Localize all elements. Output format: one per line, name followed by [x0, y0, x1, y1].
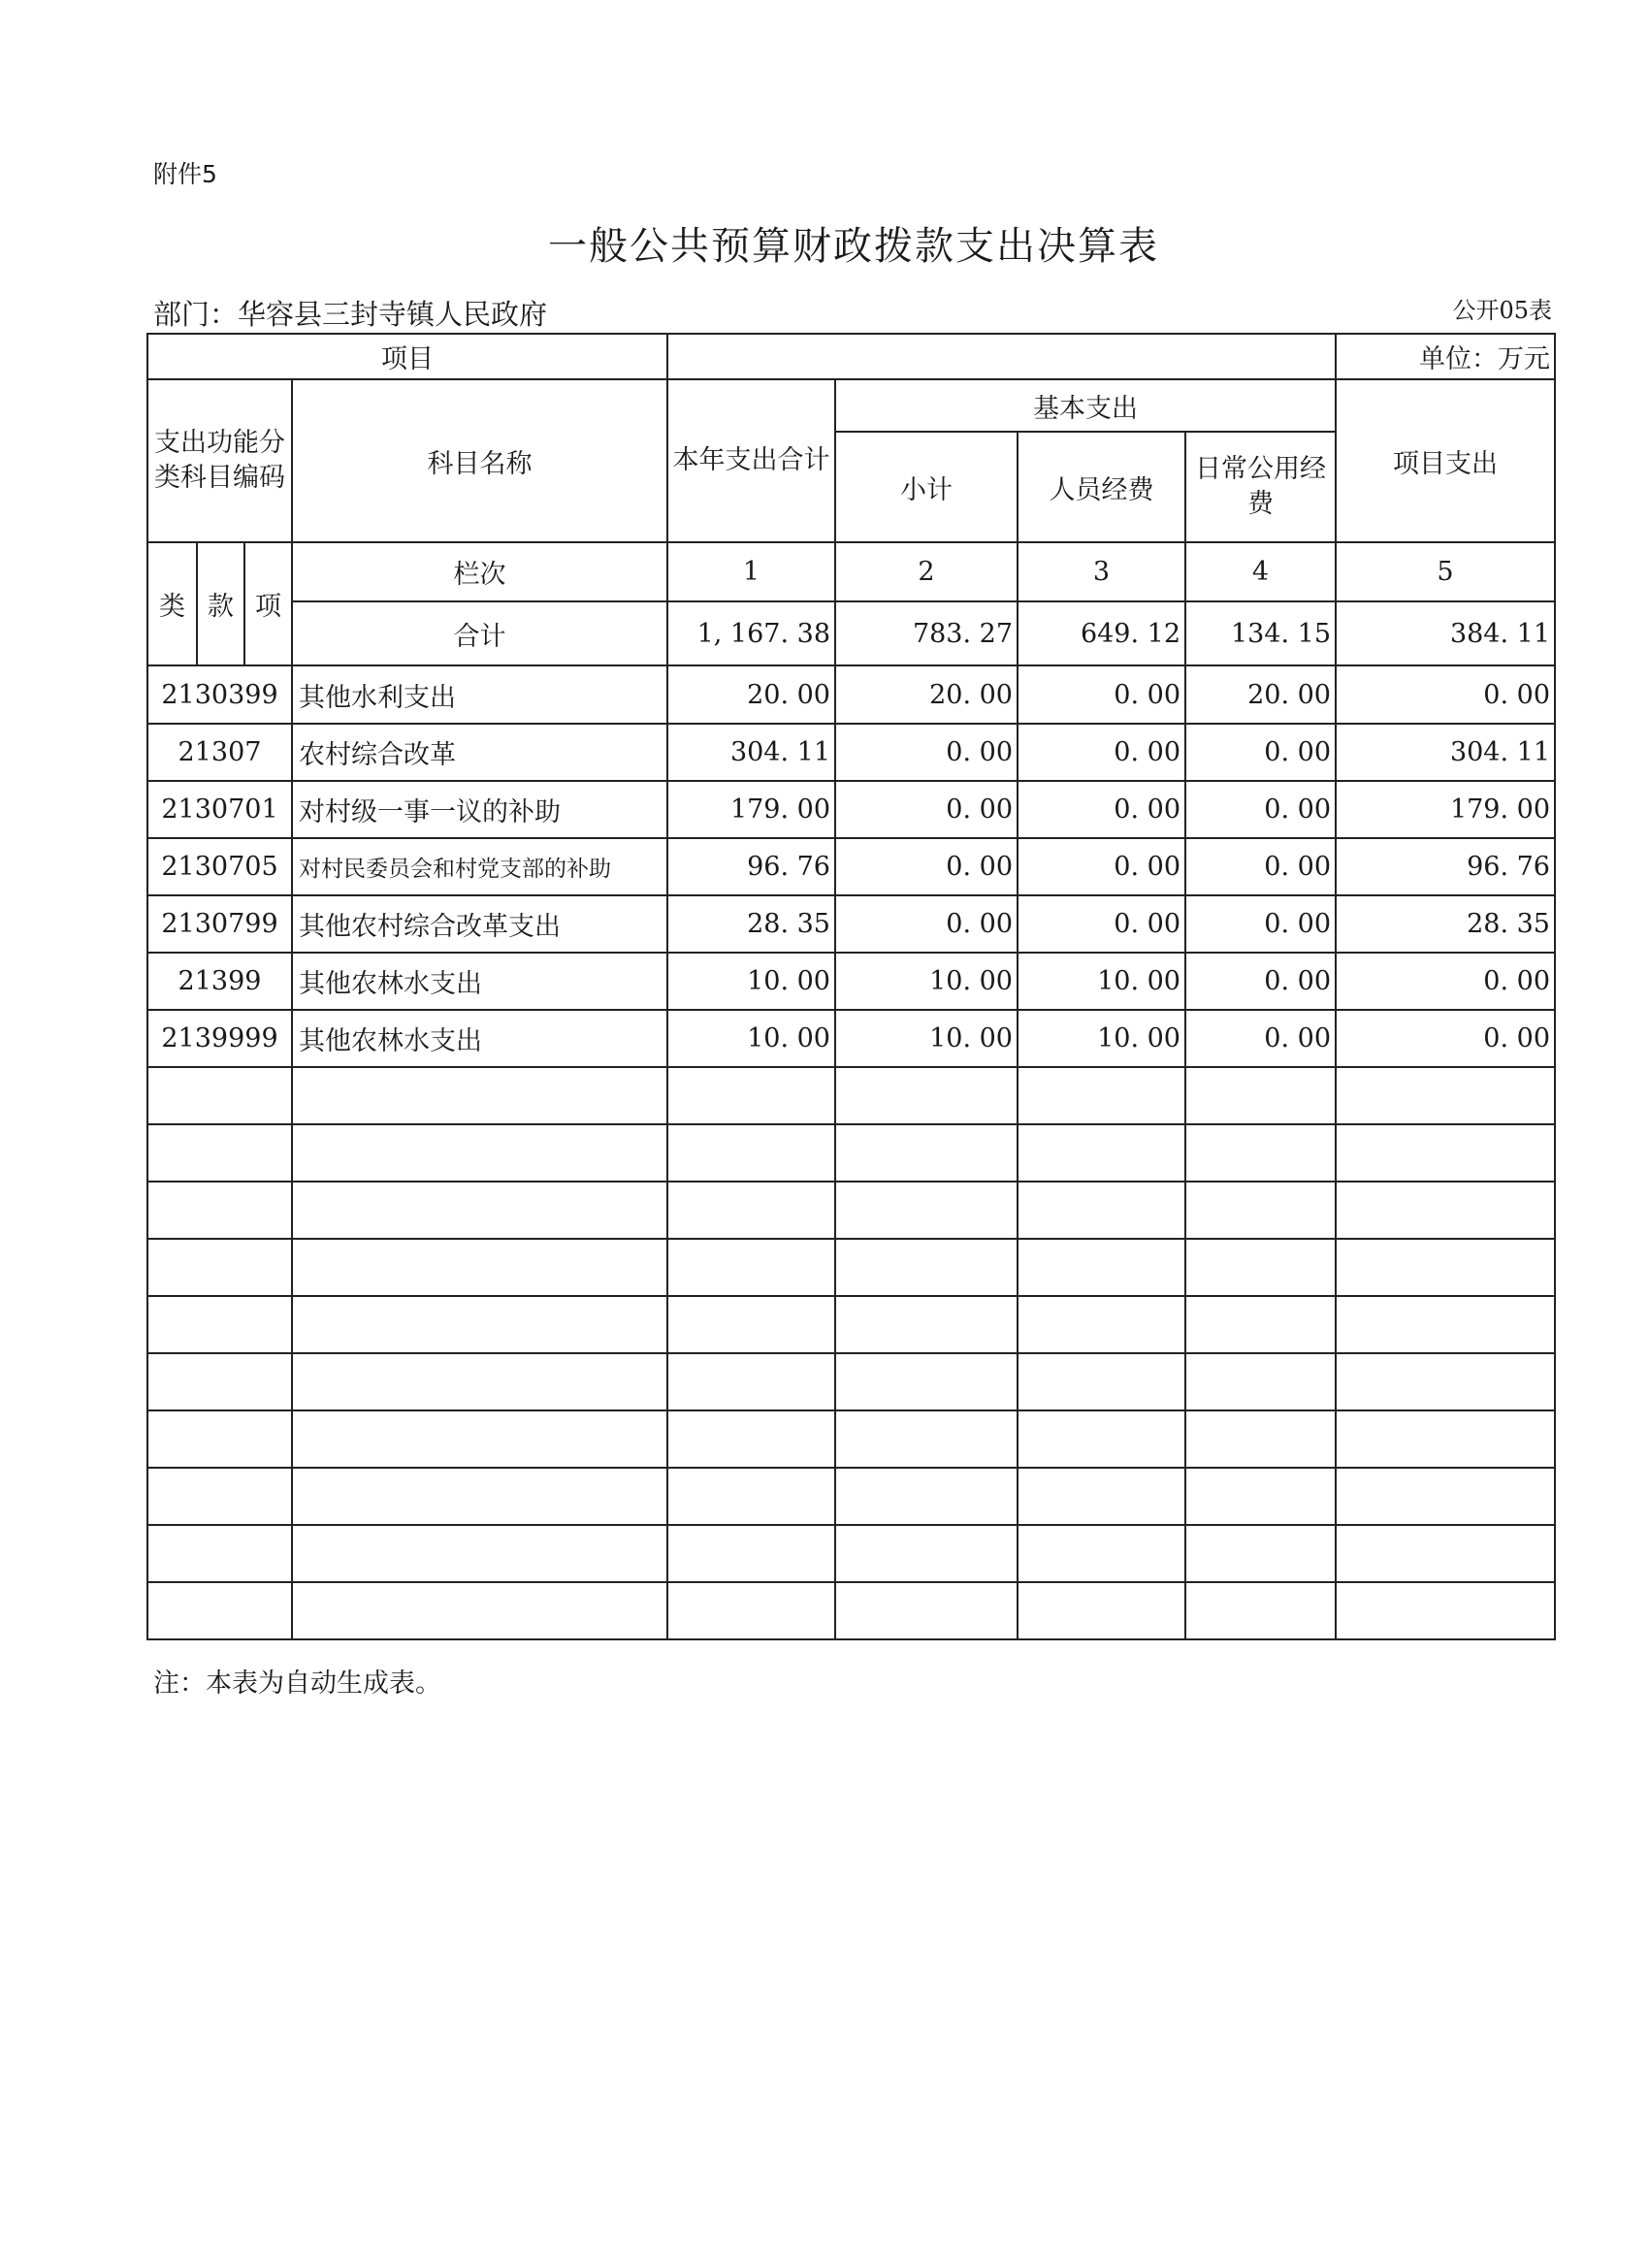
table-row: [147, 781, 1555, 838]
table-row: [147, 1010, 1555, 1067]
row-subtotal: 0. 00: [835, 895, 1018, 953]
row-subtotal: 20. 00: [835, 665, 1018, 724]
row-total: 10. 00: [667, 953, 835, 1010]
empty-row: [147, 1296, 1555, 1353]
basic-header: 基本支出: [835, 379, 1336, 432]
row-name: 其他水利支出: [292, 665, 667, 724]
empty-row: [147, 1525, 1555, 1582]
row-public: 0. 00: [1185, 838, 1336, 895]
row-project: 179. 00: [1336, 781, 1555, 838]
row-personnel: 0. 00: [1018, 781, 1185, 838]
row-project: 0. 00: [1336, 953, 1555, 1010]
row-code: 2130701: [147, 781, 292, 838]
summary-label: 合计: [292, 601, 667, 665]
row-total: 96. 76: [667, 838, 835, 895]
row-project: 0. 00: [1336, 1010, 1555, 1067]
unit-label: 单位：万元: [1336, 334, 1555, 379]
row-public: 0. 00: [1185, 1010, 1336, 1067]
page-title: 一般公共预算财政拨款支出决算表: [548, 224, 1159, 269]
row-code: 2130799: [147, 895, 292, 953]
row-subtotal: 10. 00: [835, 953, 1018, 1010]
row-subtotal: 0. 00: [835, 724, 1018, 781]
row-personnel: 10. 00: [1018, 1010, 1185, 1067]
row-code: 21399: [147, 953, 292, 1010]
empty-row: [147, 1410, 1555, 1468]
row-name: 其他农林水支出: [292, 953, 667, 1010]
table-note: 注：本表为自动生成表。: [153, 1669, 441, 1699]
lei-header: 类: [147, 542, 197, 665]
row-subtotal: 0. 00: [835, 838, 1018, 895]
col-index-4: 4: [1185, 542, 1336, 601]
total-header: 本年支出合计: [667, 379, 835, 542]
empty-row: [147, 1582, 1555, 1639]
header-row-1: [147, 334, 1555, 379]
row-subtotal: 0. 00: [835, 781, 1018, 838]
row-total: 179. 00: [667, 781, 835, 838]
row-code: 2130399: [147, 665, 292, 724]
row-personnel: 0. 00: [1018, 895, 1185, 953]
summary-public: 134. 15: [1185, 601, 1336, 665]
table-row: [147, 838, 1555, 895]
empty-row: [147, 1239, 1555, 1296]
empty-row: [147, 1468, 1555, 1525]
row-subtotal: 10. 00: [835, 1010, 1018, 1067]
row-total: 304. 11: [667, 724, 835, 781]
row-project: 304. 11: [1336, 724, 1555, 781]
table-row: [147, 895, 1555, 953]
attachment-label: 附件5: [153, 160, 217, 188]
row-name: 其他农林水支出: [292, 1010, 667, 1067]
row-code: 21307: [147, 724, 292, 781]
project-header: 项目支出: [1336, 379, 1555, 542]
row-personnel: 0. 00: [1018, 838, 1185, 895]
row-total: 20. 00: [667, 665, 835, 724]
expenditure-table: [146, 333, 1556, 1640]
row-personnel: 0. 00: [1018, 665, 1185, 724]
col-index-1: 1: [667, 542, 835, 601]
row-index-label: 栏次: [292, 542, 667, 601]
row-name: 其他农村综合改革支出: [292, 895, 667, 953]
col-index-3: 3: [1018, 542, 1185, 601]
xiang-header: 项: [244, 542, 292, 665]
form-number: 公开05表: [1452, 297, 1552, 324]
personnel-header: 人员经费: [1018, 432, 1185, 542]
empty-row: [147, 1067, 1555, 1124]
item-header: 项目: [147, 334, 667, 379]
summary-personnel: 649. 12: [1018, 601, 1185, 665]
row-public: 0. 00: [1185, 895, 1336, 953]
row-name: 对村级一事一议的补助: [292, 781, 667, 838]
row-personnel: 10. 00: [1018, 953, 1185, 1010]
empty-row: [147, 1353, 1555, 1410]
department-label: 部门：华容县三封寺镇人民政府: [153, 298, 548, 331]
summary-total: 1, 167. 38: [667, 601, 835, 665]
row-name: 农村综合改革: [292, 724, 667, 781]
row-public: 0. 00: [1185, 953, 1336, 1010]
subtotal-header: 小计: [835, 432, 1018, 542]
empty-row: [147, 1182, 1555, 1239]
row-code: 2130705: [147, 838, 292, 895]
kuan-header: 款: [197, 542, 244, 665]
empty-row: [147, 1124, 1555, 1182]
index-row: [147, 542, 1555, 601]
row-project: 28. 35: [1336, 895, 1555, 953]
table-row: [147, 953, 1555, 1010]
table-row: [147, 724, 1555, 781]
summary-subtotal: 783. 27: [835, 601, 1018, 665]
header-row-2: [147, 379, 1555, 432]
col-index-2: 2: [835, 542, 1018, 601]
row-public: 0. 00: [1185, 781, 1336, 838]
row-project: 96. 76: [1336, 838, 1555, 895]
row-project: 0. 00: [1336, 665, 1555, 724]
subject-name-header: 科目名称: [292, 379, 667, 542]
row-name: 对村民委员会和村党支部的补助: [292, 838, 667, 895]
row-public: 20. 00: [1185, 665, 1336, 724]
row-total: 28. 35: [667, 895, 835, 953]
public-header: 日常公用经费: [1185, 432, 1336, 542]
table-row: [147, 665, 1555, 724]
summary-project: 384. 11: [1336, 601, 1555, 665]
summary-row: [147, 601, 1555, 665]
row-code: 2139999: [147, 1010, 292, 1067]
col-index-5: 5: [1336, 542, 1555, 601]
row-personnel: 0. 00: [1018, 724, 1185, 781]
code-group-header: 支出功能分类科目编码: [147, 379, 292, 542]
row-public: 0. 00: [1185, 724, 1336, 781]
row-total: 10. 00: [667, 1010, 835, 1067]
